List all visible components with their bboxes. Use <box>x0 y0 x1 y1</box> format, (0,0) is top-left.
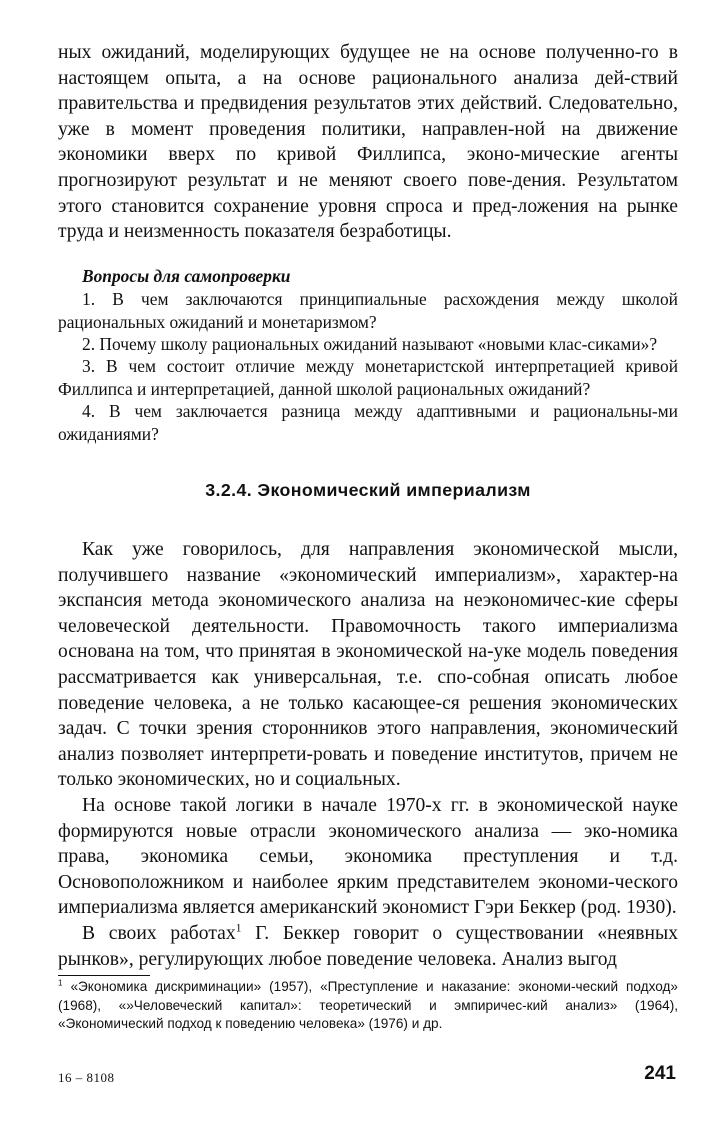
paragraph: Как уже говорилось, для направления экономической мысли, получившего название «экономический империализм», характер-на экспансия метода экономического анализа на неэкономичес-кие сферы человеческой деятельности. Правомочность такого империализма основана на том, что принятая в экономической на-уке модель поведения рассматривается как универсальная, т.е. спо-собная описать любое поведение человека, а не только касающее-ся решения экономических задач. С точки зрения сторонников этого направления, экономический анализ позволяет интерпрети-ровать и поведение институтов, причем не только экономических, но и социальных. <box>58 539 678 791</box>
paragraph-text-start: В своих работах <box>82 922 236 944</box>
footnote-marker: 1 <box>58 978 63 988</box>
page-number: 241 <box>644 1063 676 1084</box>
footnote <box>58 978 678 1034</box>
question-item: 4. В чем заключается разница между адаптивными и рациональны-ми ожиданиями? <box>58 401 678 444</box>
section-heading: 3.2.4. Экономический империализм <box>205 480 531 500</box>
page-content <box>58 40 678 1034</box>
footnote-text: «Экономика дискриминации» (1957), «Преступление и наказание: экономи-ческий подход» (1968), «»Человеческий капитал»: теоретический и эмпиричес-кий анализ» (1964), «Экономический подход к поведению человека» (1976) и др. <box>58 979 678 1032</box>
printer-signature: 16 – 8108 <box>58 1070 115 1085</box>
footnote-divider <box>58 975 150 976</box>
question-item: 2. Почему школу рациональных ожиданий называют «новыми клас-сиками»? <box>82 333 658 354</box>
question-item: 3. В чем состоит отличие между монетаристской интерпретацией кривой Филлипса и интерпретацией, данной школой рациональных ожиданий? <box>58 356 678 399</box>
paragraph-text-end: Г. Беккер говорит о существовании «неявных рынков», регулирующих любое поведение человека. Анализ выгод <box>58 922 678 970</box>
paragraph-with-footnote-ref <box>58 921 678 972</box>
footnote-reference: 1 <box>235 921 242 935</box>
question-item: 1. В чем заключаются принципиальные расхождения между школой рациональных ожиданий и монетаризмом? <box>58 289 678 332</box>
self-check-questions <box>58 265 678 445</box>
paragraph: На основе такой логики в начале 1970-х гг. в экономической науке формируются новые отрасли экономического анализа — эко-номика права, экономика семьи, экономика преступления и т.д. Основоположником и наиболее ярким представителем экономи-ческого империализма является американский экономист Гэри Беккер (род. 1930). <box>58 794 678 919</box>
paragraph-continuation: ных ожиданий, моделирующих будущее не на основе полученно-го в настоящем опыта, а на основе рационального анализа дей-ствий правительства и предвидения результатов этих действий. Следовательно, уже в момент проведения политики, направлен-ной на движение экономики вверх по кривой Филлипса, эконо-мические агенты прогнозируют результат и не меняют своего пове-дения. Результатом этого становится сохранение уровня спроса и пред-ложения на рынке труда и неизменность показателя безработицы. <box>58 42 678 243</box>
questions-title: Вопросы для самопроверки <box>82 265 291 286</box>
